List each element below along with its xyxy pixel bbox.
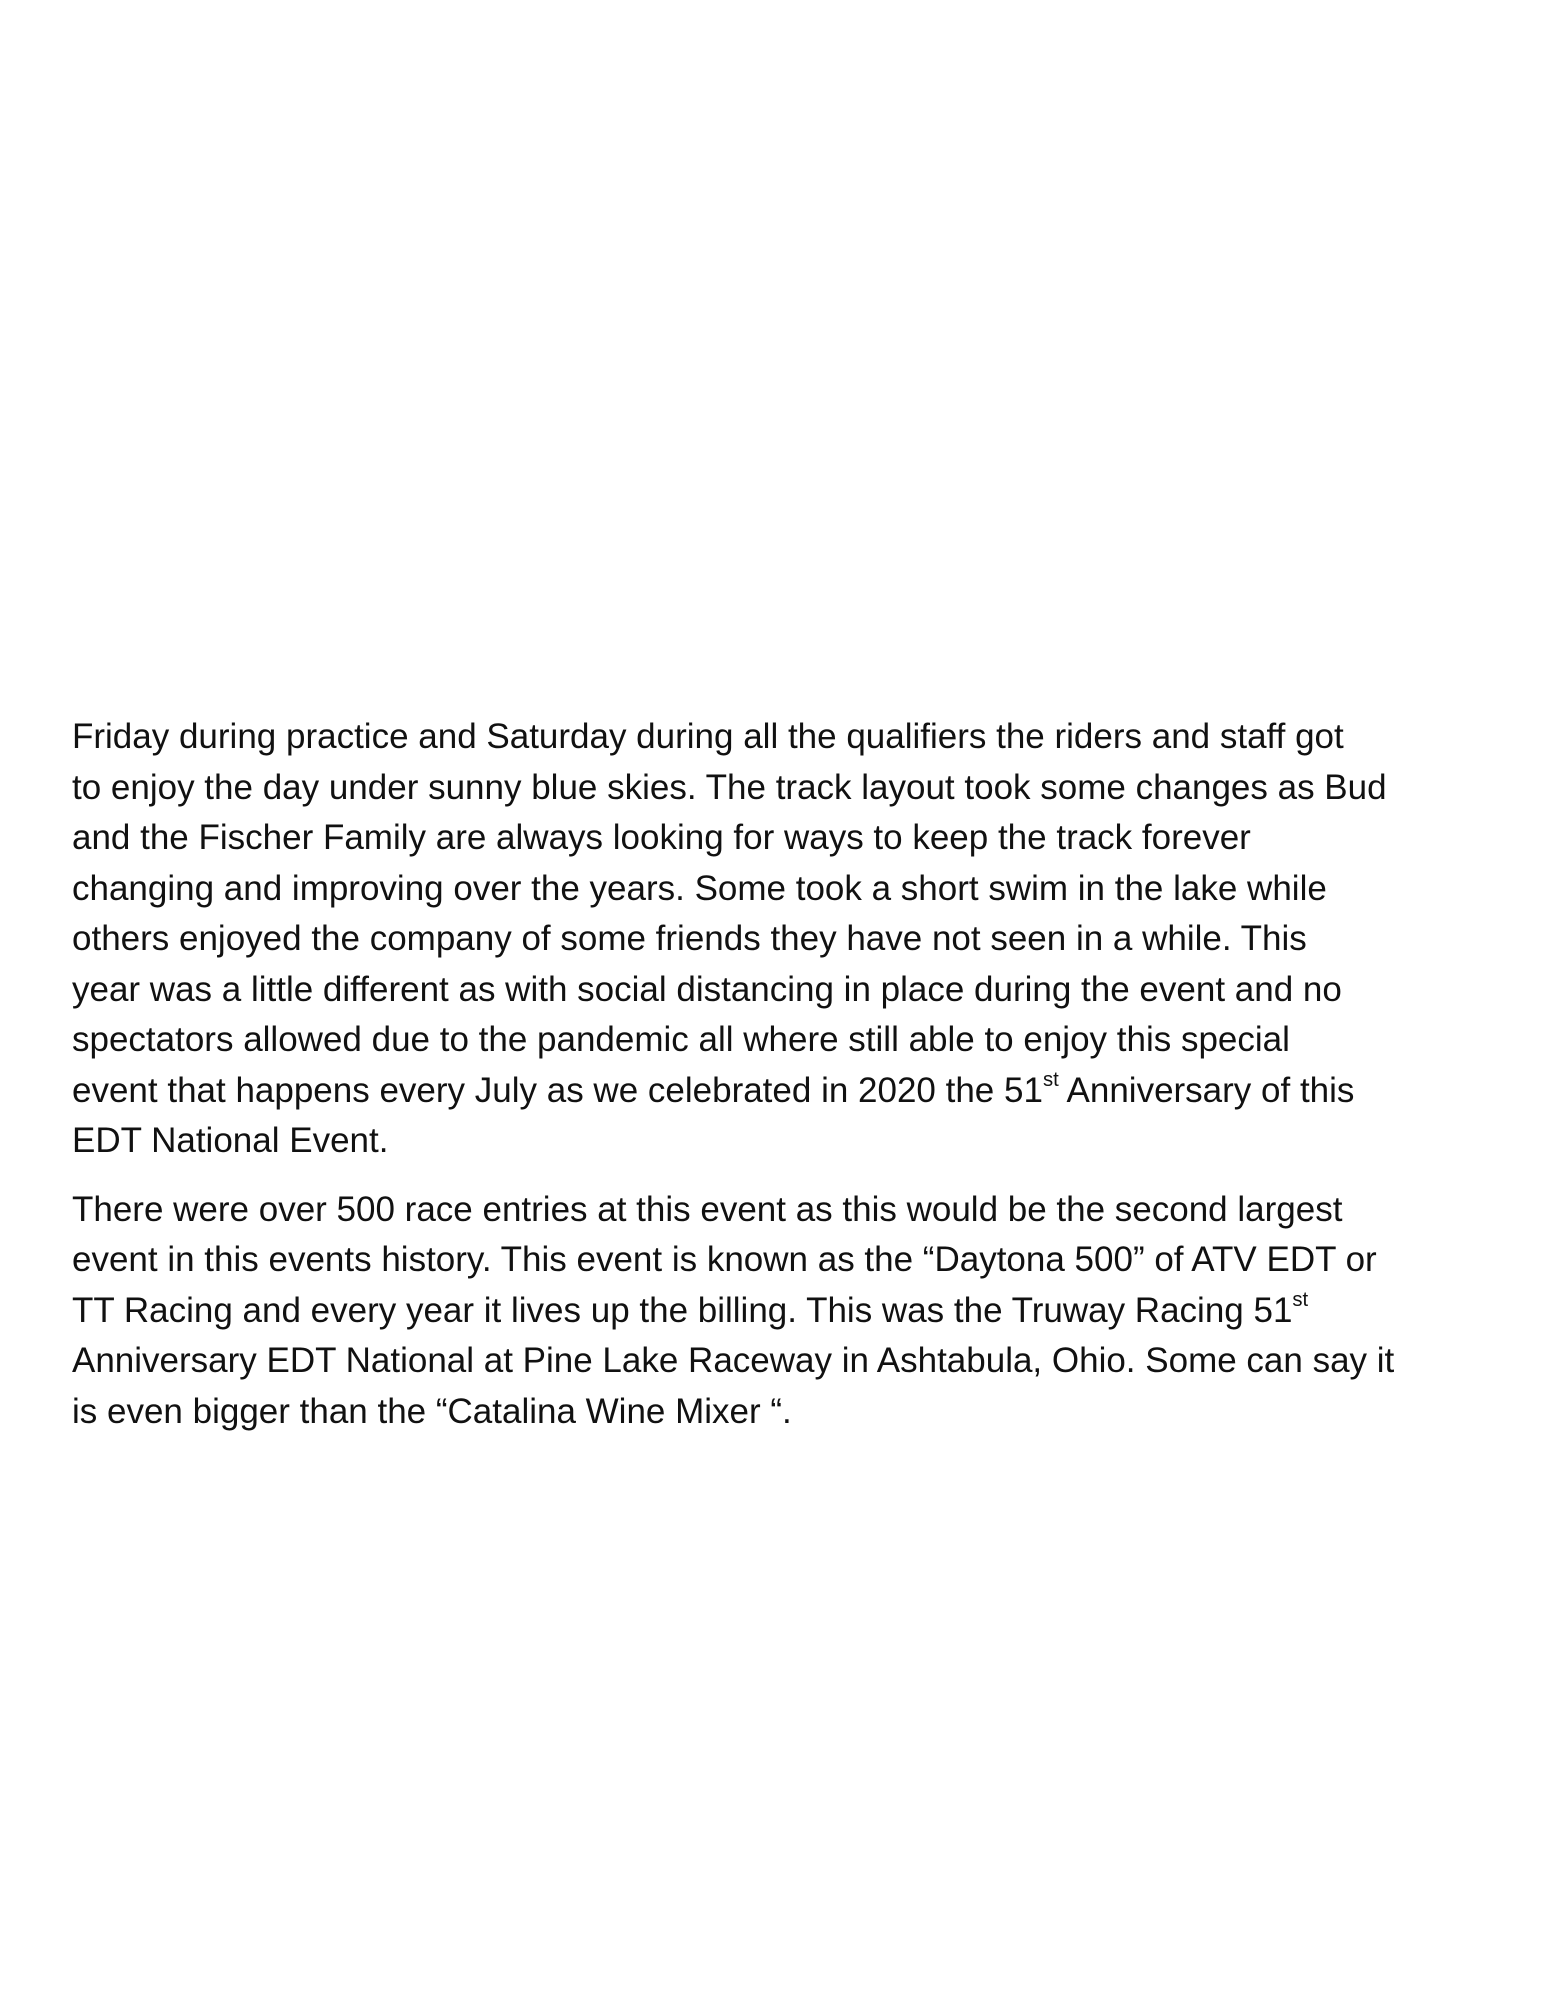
text-line: is even bigger than the “Catalina Wine Mixer “. [72, 1391, 792, 1431]
text-line: event in this events history. This event is known as the “Daytona 500” of ATV EDT or [72, 1240, 1377, 1279]
paragraph-1 [72, 712, 1492, 1167]
text-line: and the Fischer Family are always looking for ways to keep the track forever [72, 818, 1251, 857]
text-line: others enjoyed the company of some friends they have not seen in a while. This [72, 919, 1307, 958]
text-line: Friday during practice and Saturday during all the qualifiers the riders and staff got [72, 717, 1344, 756]
paragraph-2 [72, 1185, 1492, 1438]
article-body [72, 712, 1492, 1437]
ordinal-suffix: st [1042, 1068, 1059, 1091]
text-line: event that happens every July as we celebrated in 2020 the 51st Anniversary of this [72, 1068, 1355, 1110]
text-line: EDT National Event. [72, 1121, 389, 1160]
text-line: spectators allowed due to the pandemic all where still able to enjoy this special [72, 1020, 1290, 1059]
text-line: to enjoy the day under sunny blue skies. The track layout took some changes as Bud [72, 767, 1387, 807]
text-line: Anniversary EDT National at Pine Lake Raceway in Ashtabula, Ohio. Some can say it [72, 1341, 1395, 1380]
ordinal-suffix: st [1292, 1288, 1309, 1311]
text-line: There were over 500 race entries at this event as this would be the second largest [72, 1189, 1343, 1229]
text-line: changing and improving over the years. Some took a short swim in the lake while [72, 868, 1327, 908]
text-line: TT Racing and every year it lives up the billing. This was the Truway Racing 51st [72, 1288, 1309, 1330]
text-line: year was a little different as with social distancing in place during the event and no [72, 969, 1342, 1009]
